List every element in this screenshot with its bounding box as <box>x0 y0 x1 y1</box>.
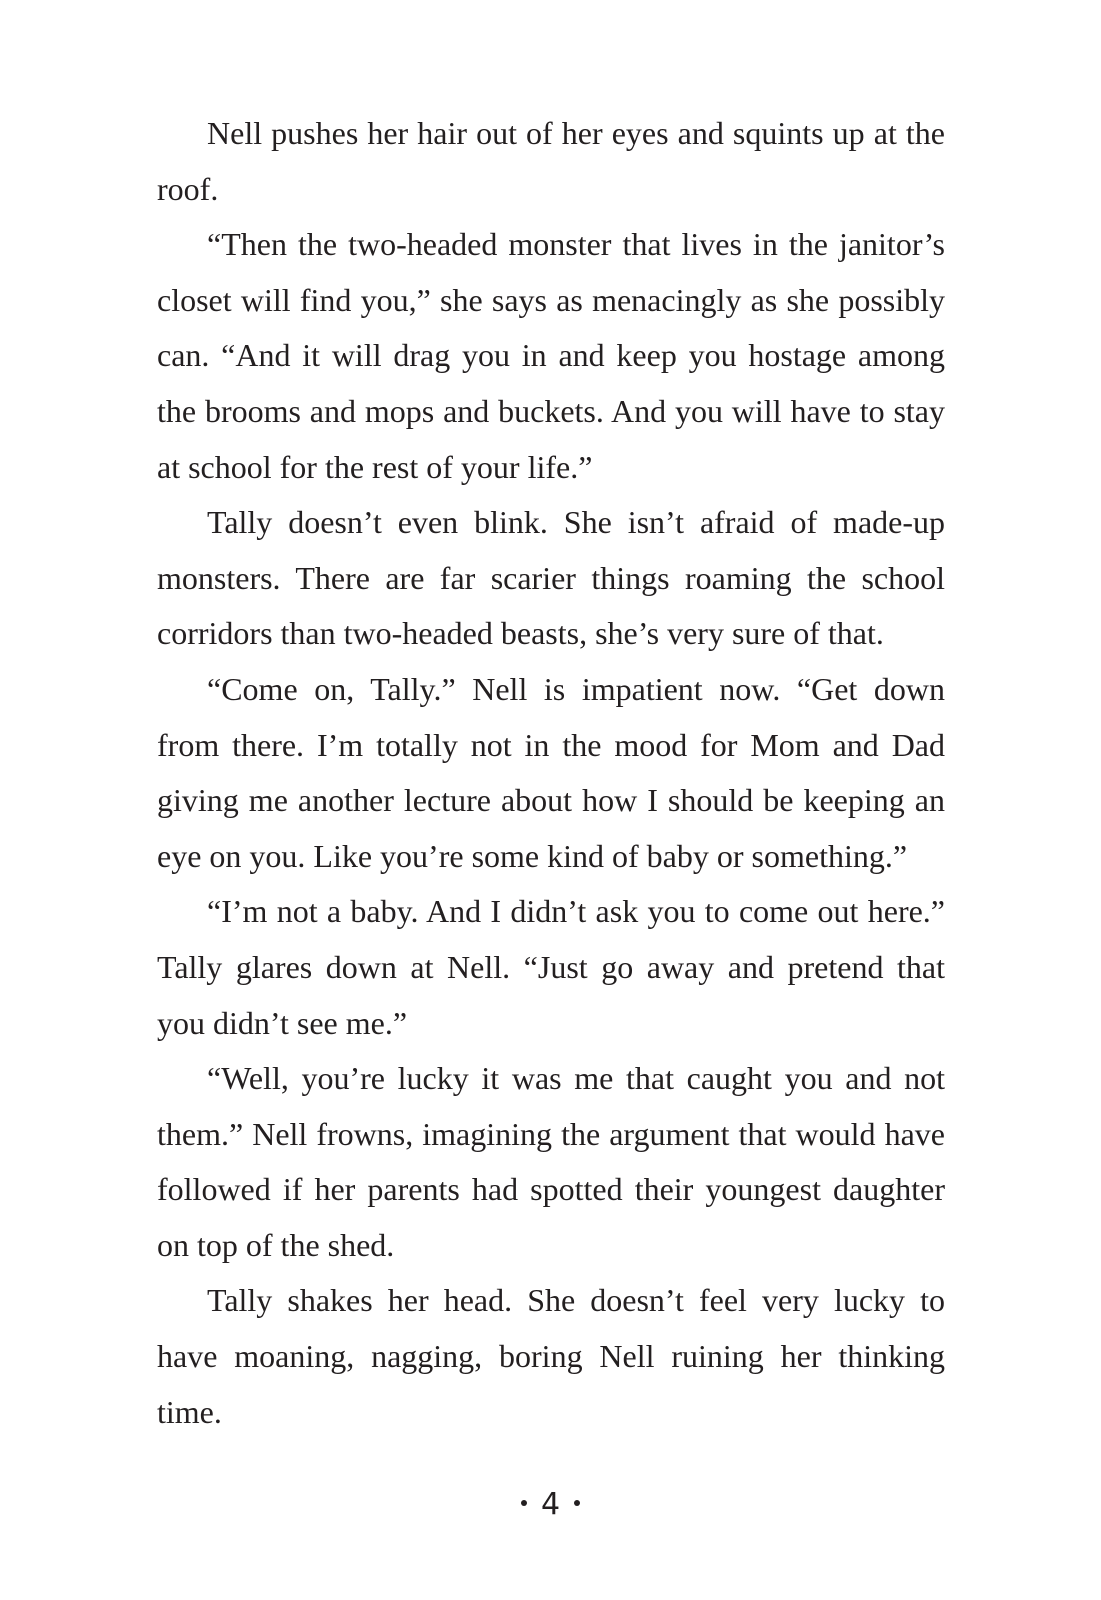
paragraph-3: Tally doesn’t even blink. She isn’t afraid of made-up monsters. There are far scarier things roaming the school corridors than two-headed beasts, she’s very sure of that. <box>157 504 945 652</box>
folio-dot-right-icon <box>574 1500 580 1506</box>
page-number: 4 <box>540 1486 561 1522</box>
paragraph-6: “Well, you’re lucky it was me that caught you and not them.” Nell frowns, imagining the argument that would have followed if her parents had spotted their youngest daughter on top of the shed. <box>157 1060 945 1263</box>
paragraph-1: Nell pushes her hair out of her eyes and squints up at the roof. <box>157 115 945 207</box>
paragraph-7: Tally shakes her head. She doesn’t feel very lucky to have moaning, nagging, boring Nell ruining her thinking time. <box>157 1282 945 1430</box>
body-text <box>157 106 945 1440</box>
paragraph-2: “Then the two-headed monster that lives in the janitor’s closet will find you,” she says as menacingly as she possibly can. “And it will drag you in and keep you hostage among the brooms and mops and buckets. And you will have to stay at school for the rest of your life.” <box>157 226 945 485</box>
page-folio <box>0 1486 1101 1523</box>
paragraph-5: “I’m not a baby. And I didn’t ask you to come out here.” Tally glares down at Nell. “Just go away and pretend that you didn’t see me.” <box>157 893 945 1041</box>
folio-dot-left-icon <box>521 1500 527 1506</box>
paragraph-4: “Come on, Tally.” Nell is impatient now. “Get down from there. I’m totally not in the mood for Mom and Dad giving me another lecture about how I should be keeping an eye on you. Like you’re some kind of baby or something.” <box>157 670 945 874</box>
